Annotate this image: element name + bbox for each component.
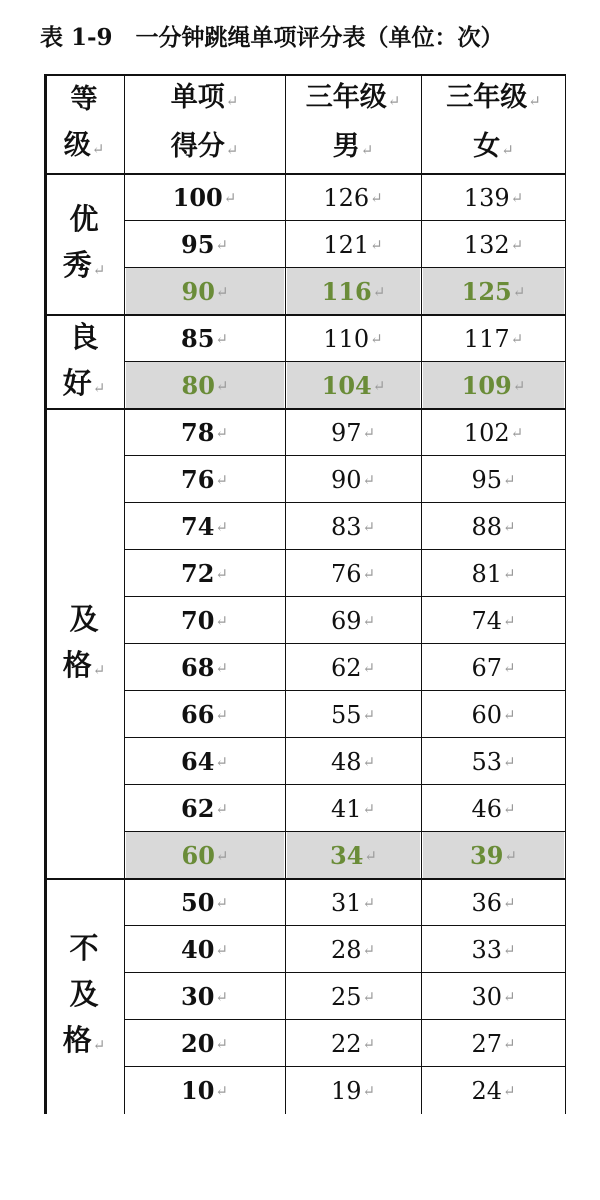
- girls-count-cell: 132 ↵: [421, 221, 566, 268]
- girls-count-cell: 27 ↵: [421, 1020, 566, 1067]
- girls-count-cell: 24 ↵: [421, 1067, 566, 1114]
- row-divider: [124, 972, 566, 973]
- score-cell: 66 ↵: [124, 691, 285, 738]
- score-cell: 40 ↵: [124, 926, 285, 973]
- header-score: [124, 74, 285, 174]
- grade-label-char: 格 ↵: [63, 1017, 106, 1068]
- girls-count-cell: 81 ↵: [421, 550, 566, 597]
- boys-count-cell: 69 ↵: [285, 597, 421, 644]
- score-cell: 64 ↵: [124, 738, 285, 785]
- score-cell: 100 ↵: [124, 174, 285, 221]
- girls-count-cell: 33 ↵: [421, 926, 566, 973]
- girls-count-cell: 53 ↵: [421, 738, 566, 785]
- column-divider: [565, 74, 566, 1114]
- girls-count-cell: 30 ↵: [421, 973, 566, 1020]
- row-divider: [124, 784, 566, 785]
- row-divider: [124, 643, 566, 644]
- score-cell: 76 ↵: [124, 456, 285, 503]
- header-boys: [285, 74, 421, 174]
- score-cell: 95 ↵: [124, 221, 285, 268]
- header-boys-line-2: 男 ↵: [333, 124, 374, 173]
- score-cell: 62 ↵: [124, 785, 285, 832]
- header-girls-line-1: 三年级 ↵: [446, 75, 541, 124]
- boys-count-cell: 19 ↵: [285, 1067, 421, 1114]
- girls-count-cell: 39 ↵: [423, 832, 564, 879]
- row-divider: [124, 455, 566, 456]
- score-cell: 10 ↵: [124, 1067, 285, 1114]
- score-cell: 80 ↵: [126, 362, 284, 409]
- boys-count-cell: 116 ↵: [287, 268, 420, 315]
- boys-count-cell: 34 ↵: [287, 832, 420, 879]
- girls-count-cell: 60 ↵: [421, 691, 566, 738]
- row-divider: [124, 925, 566, 926]
- girls-count-cell: 46 ↵: [421, 785, 566, 832]
- boys-count-cell: 41 ↵: [285, 785, 421, 832]
- boys-count-cell: 97 ↵: [285, 409, 421, 456]
- header-grade: [44, 74, 124, 174]
- boys-count-cell: 62 ↵: [285, 644, 421, 691]
- score-cell: 60 ↵: [126, 832, 284, 879]
- table-title: 表 1-9 一分钟跳绳单项评分表（单位：次）: [40, 24, 504, 51]
- column-divider: [124, 74, 125, 1114]
- grade-label-char: 良: [69, 319, 99, 354]
- grade-label-char: 优: [69, 202, 99, 236]
- boys-count-cell: 121 ↵: [285, 221, 421, 268]
- grade-label-char: 格 ↵: [63, 642, 106, 693]
- score-cell: 70 ↵: [124, 597, 285, 644]
- column-divider: [421, 74, 422, 1114]
- boys-count-cell: 110 ↵: [285, 315, 421, 362]
- header-divider: [44, 173, 566, 175]
- score-cell: 68 ↵: [124, 644, 285, 691]
- girls-count-cell: 95 ↵: [421, 456, 566, 503]
- header-grade-line-2: 级 ↵: [64, 123, 105, 172]
- header-score-line-2: 得分 ↵: [171, 124, 239, 173]
- boys-count-cell: 90 ↵: [285, 456, 421, 503]
- boys-count-cell: 25 ↵: [285, 973, 421, 1020]
- girls-count-cell: 117 ↵: [421, 315, 566, 362]
- grade-label: [44, 315, 124, 409]
- row-divider: [124, 361, 566, 362]
- score-cell: 85 ↵: [124, 315, 285, 362]
- boys-count-cell: 83 ↵: [285, 503, 421, 550]
- boys-count-cell: 22 ↵: [285, 1020, 421, 1067]
- header-boys-line-1: 三年级 ↵: [306, 75, 401, 124]
- row-divider: [124, 1066, 566, 1067]
- girls-count-cell: 74 ↵: [421, 597, 566, 644]
- girls-count-cell: 67 ↵: [421, 644, 566, 691]
- grade-label: [44, 409, 124, 879]
- group-divider: [44, 878, 566, 880]
- group-divider: [44, 408, 566, 410]
- header-score-line-1: 单项 ↵: [171, 75, 239, 124]
- header-girls: [421, 74, 566, 174]
- boys-count-cell: 31 ↵: [285, 879, 421, 926]
- row-divider: [124, 596, 566, 597]
- column-divider: [285, 74, 286, 1114]
- score-cell: 90 ↵: [126, 268, 284, 315]
- row-divider: [124, 267, 566, 268]
- score-cell: 74 ↵: [124, 503, 285, 550]
- grade-label: [44, 879, 124, 1114]
- girls-count-cell: 139 ↵: [421, 174, 566, 221]
- row-divider: [124, 690, 566, 691]
- score-cell: 78 ↵: [124, 409, 285, 456]
- grade-label-char: 秀 ↵: [63, 242, 106, 293]
- grade-label-char: 及: [69, 977, 99, 1011]
- column-divider: [44, 74, 47, 1114]
- girls-count-cell: 88 ↵: [421, 503, 566, 550]
- boys-count-cell: 76 ↵: [285, 550, 421, 597]
- girls-count-cell: 109 ↵: [423, 362, 564, 409]
- score-cell: 72 ↵: [124, 550, 285, 597]
- row-divider: [124, 502, 566, 503]
- header-girls-line-2: 女 ↵: [473, 124, 514, 173]
- header-grade-line-1: 等: [70, 83, 98, 115]
- girls-count-cell: 102 ↵: [421, 409, 566, 456]
- score-cell: 30 ↵: [124, 973, 285, 1020]
- boys-count-cell: 28 ↵: [285, 926, 421, 973]
- grade-label: [44, 174, 124, 315]
- grade-label-char: 好 ↵: [63, 360, 106, 411]
- grade-label-char: 不: [69, 931, 99, 965]
- boys-count-cell: 55 ↵: [285, 691, 421, 738]
- girls-count-cell: 125 ↵: [423, 268, 564, 315]
- group-divider: [44, 314, 566, 316]
- row-divider: [124, 831, 566, 832]
- score-table: [44, 74, 566, 1114]
- score-cell: 50 ↵: [124, 879, 285, 926]
- boys-count-cell: 104 ↵: [287, 362, 420, 409]
- boys-count-cell: 48 ↵: [285, 738, 421, 785]
- girls-count-cell: 36 ↵: [421, 879, 566, 926]
- boys-count-cell: 126 ↵: [285, 174, 421, 221]
- grade-label-char: 及: [69, 601, 99, 636]
- row-divider: [124, 737, 566, 738]
- table-top-border: [44, 74, 566, 76]
- row-divider: [124, 220, 566, 221]
- row-divider: [124, 549, 566, 550]
- score-cell: 20 ↵: [124, 1020, 285, 1067]
- row-divider: [124, 1019, 566, 1020]
